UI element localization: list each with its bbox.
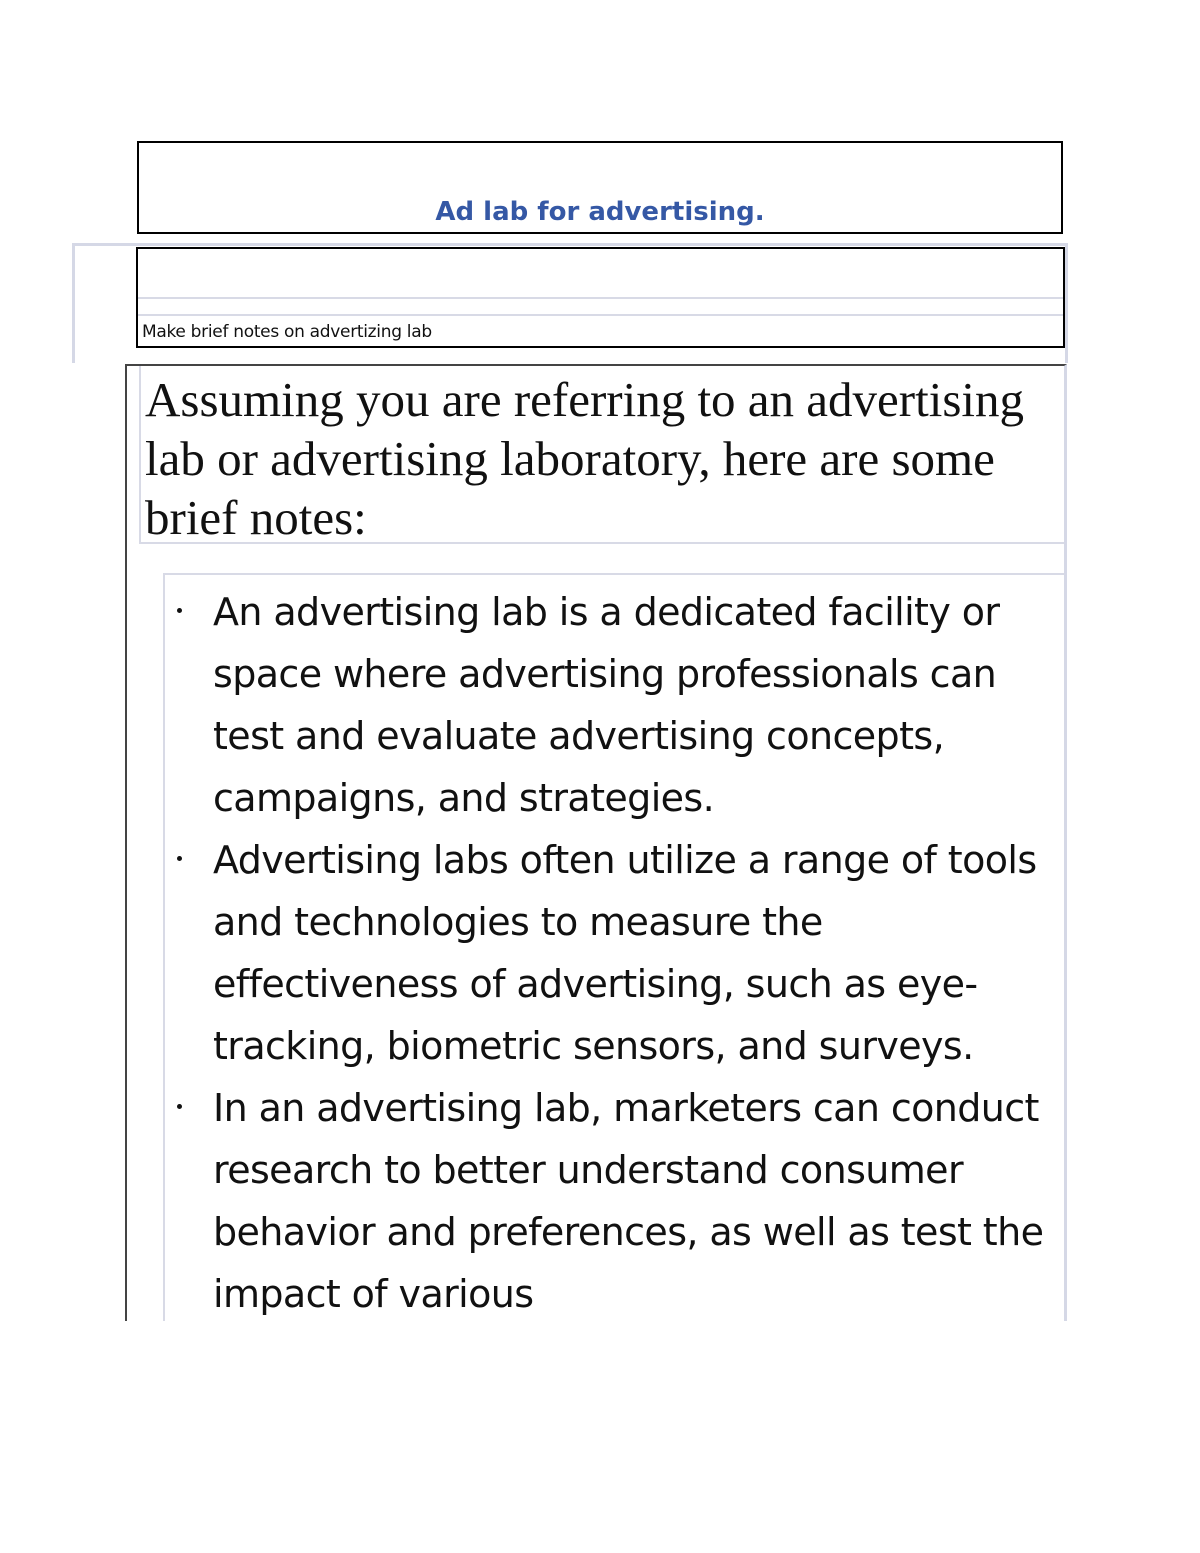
list-item-text: An advertising lab is a dedicated facility or space where advertising professionals can test and evaluate advertising concepts, campaigns, and strategies. [213,590,1000,820]
bullet-list-box [163,573,1064,1321]
divider [138,297,1063,299]
bullet-list [165,581,1064,1321]
divider [138,314,1063,316]
list-item [165,581,1064,829]
list-item [165,1077,1064,1321]
list-item [165,829,1064,1077]
bullet-icon [177,856,182,861]
intro-text: Assuming you are referring to an advertising lab or advertising laboratory, here are some brief notes: [145,372,1025,545]
prompt-box [136,247,1065,348]
intro-box [139,366,1064,544]
list-item-text: In an advertising lab, marketers can conduct research to better understand consumer behavior and preferences, as well as test the impact of various [213,1086,1044,1316]
page-title: Ad lab for advertising. [435,197,765,227]
answer-frame [125,364,1067,1321]
list-item-text: Advertising labs often utilize a range of tools and technologies to measure the effectiveness of advertising, such as eye-tracking, biometric sensors, and surveys. [213,838,1037,1068]
prompt-text: Make brief notes on advertizing lab [142,322,432,342]
bullet-icon [177,1104,182,1109]
title-box [137,141,1063,234]
bullet-icon [177,608,182,613]
